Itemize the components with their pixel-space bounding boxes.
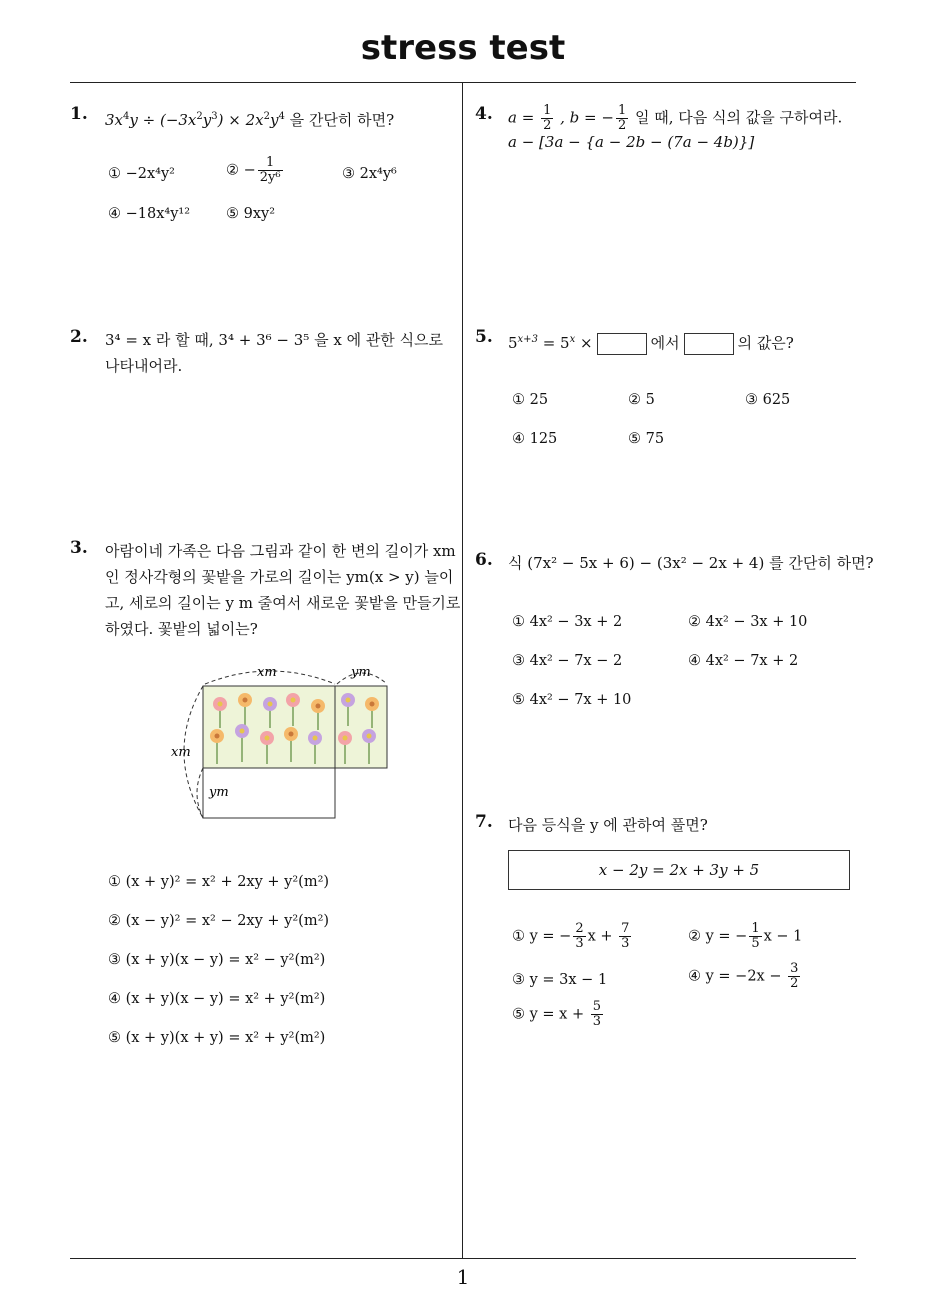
question-number: 6.: [475, 550, 493, 570]
answer-option[interactable]: ④ −18x⁴y¹²: [108, 206, 191, 222]
footer-rule: [70, 1258, 856, 1259]
answer-option[interactable]: ② (x − y)² = x² − 2xy + y²(m²): [108, 913, 330, 929]
question-number: 5.: [475, 327, 493, 347]
answer-option[interactable]: ① −2x⁴y²: [108, 166, 175, 182]
answer-option[interactable]: ⑤ 4x² − 7x + 10: [512, 692, 632, 708]
label-top-right: ym: [351, 665, 371, 680]
answer-option[interactable]: ② y = − $\frac{1}{5}$ x − 1: [688, 921, 803, 951]
answer-option[interactable]: ② 4x² − 3x + 10: [688, 614, 808, 630]
question-stem: 3⁴ = x 라 할 때, 3⁴ + 3⁶ − 3⁵ 을 x 에 관한 식으로 나타내어라.: [105, 331, 444, 375]
answer-option[interactable]: ④ 4x² − 7x + 2: [688, 653, 799, 669]
equation-box: x − 2y = 2x + 3y + 5: [508, 850, 850, 890]
answer-option[interactable]: ③ 2x⁴y⁶: [342, 166, 397, 182]
page-title: stress test: [360, 28, 566, 68]
answer-option[interactable]: ③ (x + y)(x − y) = x² − y²(m²): [108, 952, 326, 968]
question-number: 1.: [70, 104, 88, 124]
question-stem: 다음 등식을 y 에 관하여 풀면?: [508, 816, 708, 834]
question-number: 4.: [475, 104, 493, 124]
label-bottom: ym: [209, 785, 229, 800]
answer-option[interactable]: ⑤ y = x + $\frac{5}{3}$: [512, 999, 601, 1029]
answer-option[interactable]: ① 4x² − 3x + 2: [512, 614, 623, 630]
answer-option[interactable]: ① (x + y)² = x² + 2xy + y²(m²): [108, 874, 330, 890]
answer-option[interactable]: ④ y = −2x − $\frac{3}{2}$: [688, 961, 799, 991]
flower-garden-figure: [165, 658, 395, 828]
question-stem: a = $\frac{1}{2}$ , b = − $\frac{1}{2}$ 일 때, 다음 식의 값을 구하여라. a − [3a − {a − 2b − (7a − 4b)}]: [508, 103, 843, 151]
header-rule: [70, 82, 856, 83]
answer-option[interactable]: ⑤ 75: [628, 431, 665, 447]
question-stem: $3x^4y \div (-3x^2y^3) \times 2x^2y^4$ 을 간단히 하면?: [105, 111, 395, 129]
label-left: xm: [171, 745, 191, 760]
answer-option[interactable]: ④ (x + y)(x − y) = x² + y²(m²): [108, 991, 326, 1007]
answer-option[interactable]: ① y = − $\frac{2}{3}$ x + $\frac{7}{3}$: [512, 921, 630, 951]
question-stem: 식 (7x² − 5x + 6) − (3x² − 2x + 4) 를 간단히 하면?: [508, 554, 874, 572]
answer-option[interactable]: ⑤ (x + y)(x + y) = x² + y²(m²): [108, 1030, 326, 1046]
page-number: 1: [456, 1265, 470, 1289]
answer-blank[interactable]: [597, 333, 647, 355]
answer-option[interactable]: ③ 4x² − 7x − 2: [512, 653, 623, 669]
question-number: 7.: [475, 812, 493, 832]
answer-option[interactable]: ⑤ 9xy²: [226, 206, 276, 222]
question-stem: 아람이네 가족은 다음 그림과 같이 한 변의 길이가 xm 인 정사각형의 꽃밭을 가로의 길이는 ym(x > y) 늘이 고, 세로의 길이는 y m 줄여서 새로운 꽃밭을 만들기로 하였다. 꽃밭의 넓이는?: [105, 542, 461, 638]
column-divider: [462, 83, 463, 1259]
label-top-left: xm: [257, 665, 277, 680]
answer-blank[interactable]: [684, 333, 734, 355]
question-stem: $5^{x+3} = 5^x$ × 에서 의 값은?: [508, 327, 794, 356]
answer-option[interactable]: ③ y = 3x − 1: [512, 972, 608, 988]
question-number: 2.: [70, 327, 88, 347]
question-number: 3.: [70, 538, 88, 558]
answer-option[interactable]: ③ 625: [745, 392, 791, 408]
answer-option[interactable]: ④ 125: [512, 431, 558, 447]
answer-option[interactable]: ② 5: [628, 392, 655, 408]
answer-option[interactable]: ① 25: [512, 392, 549, 408]
answer-option[interactable]: ② − $\frac{1}{\text{2y⁶}}$: [226, 155, 281, 185]
